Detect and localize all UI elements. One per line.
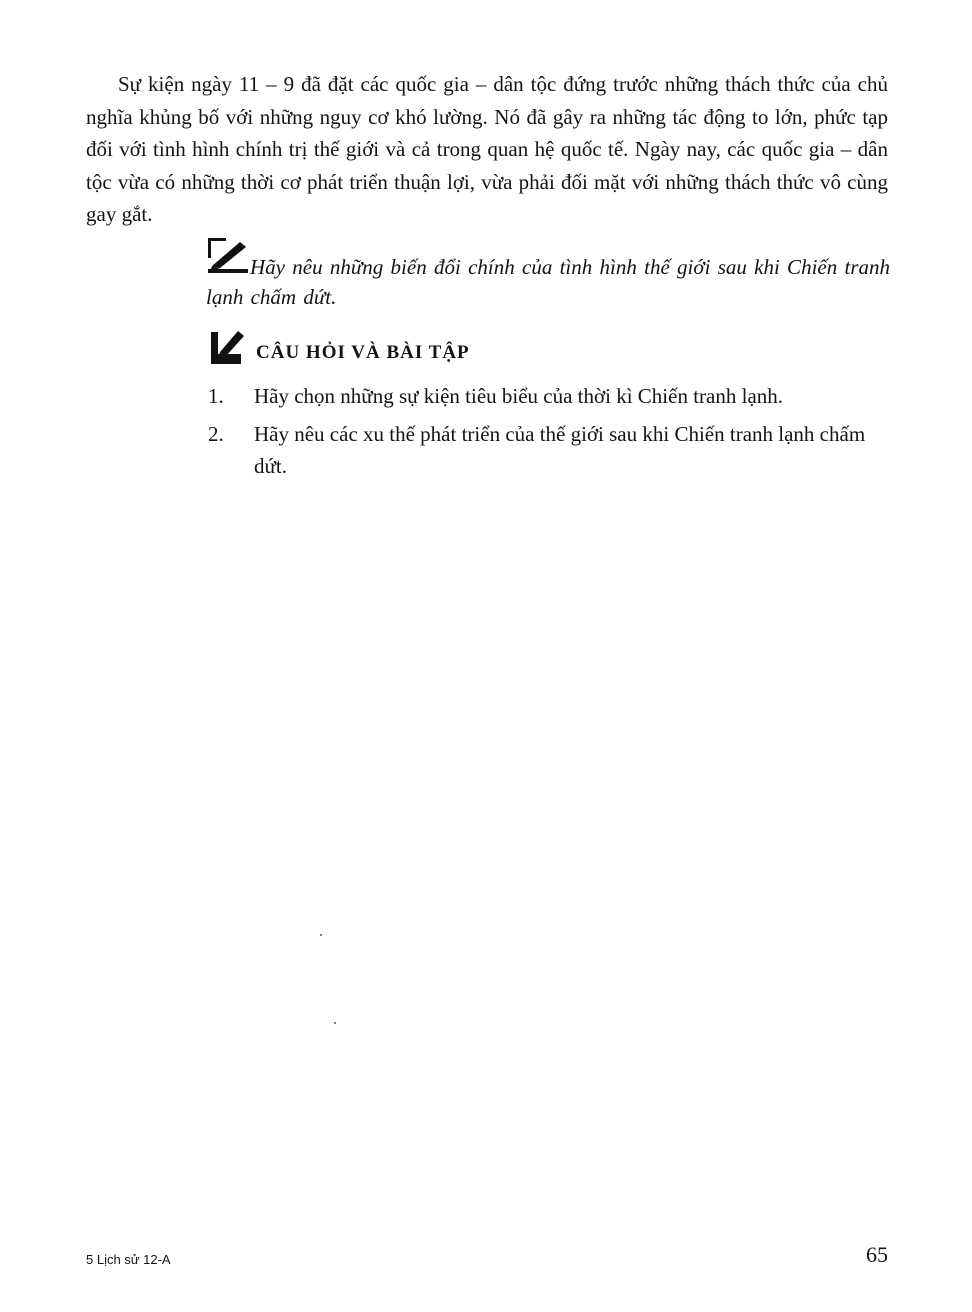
item-text: Hãy nêu các xu thế phát triển của thế giới sau khi Chiến tranh lạnh chấm dứt. bbox=[254, 422, 866, 478]
item-number: 1. bbox=[208, 384, 224, 408]
scan-speck bbox=[320, 934, 322, 936]
exercise-list bbox=[206, 380, 896, 488]
body-paragraph: Sự kiện ngày 11 – 9 đã đặt các quốc gia – dân tộc đứng trước những thách thức của chủ nghĩa khủng bố với những nguy cơ khó lường. Nó đã gây ra những tác động to lớn, phức tạp đối với tình hình chính trị thế giới và cả trong quan hệ quốc tế. Ngày nay, các quốc gia – dân tộc vừa có những thời cơ phát triển thuận lợi, vừa phải đối mặt với những thách thức vô cùng gay gắt. bbox=[86, 72, 888, 226]
scan-speck bbox=[334, 1022, 336, 1024]
section-title: CÂU HỎI VÀ BÀI TẬP bbox=[256, 342, 470, 363]
list-item bbox=[206, 418, 896, 482]
discussion-question bbox=[206, 236, 890, 316]
book-footer-label: 5 Lịch sử 12-A bbox=[86, 1252, 171, 1267]
exercises-heading bbox=[206, 328, 706, 368]
item-number: 2. bbox=[208, 422, 224, 446]
question-text: Hãy nêu những biến đổi chính của tình hình thế giới sau khi Chiến tranh lạnh chấm dứt. bbox=[206, 255, 890, 309]
item-text: Hãy chọn những sự kiện tiêu biểu của thời kì Chiến tranh lạnh. bbox=[254, 384, 784, 408]
page-number: 65 bbox=[866, 1242, 888, 1267]
list-item bbox=[206, 380, 896, 412]
pencil-notebook-icon bbox=[208, 328, 246, 366]
